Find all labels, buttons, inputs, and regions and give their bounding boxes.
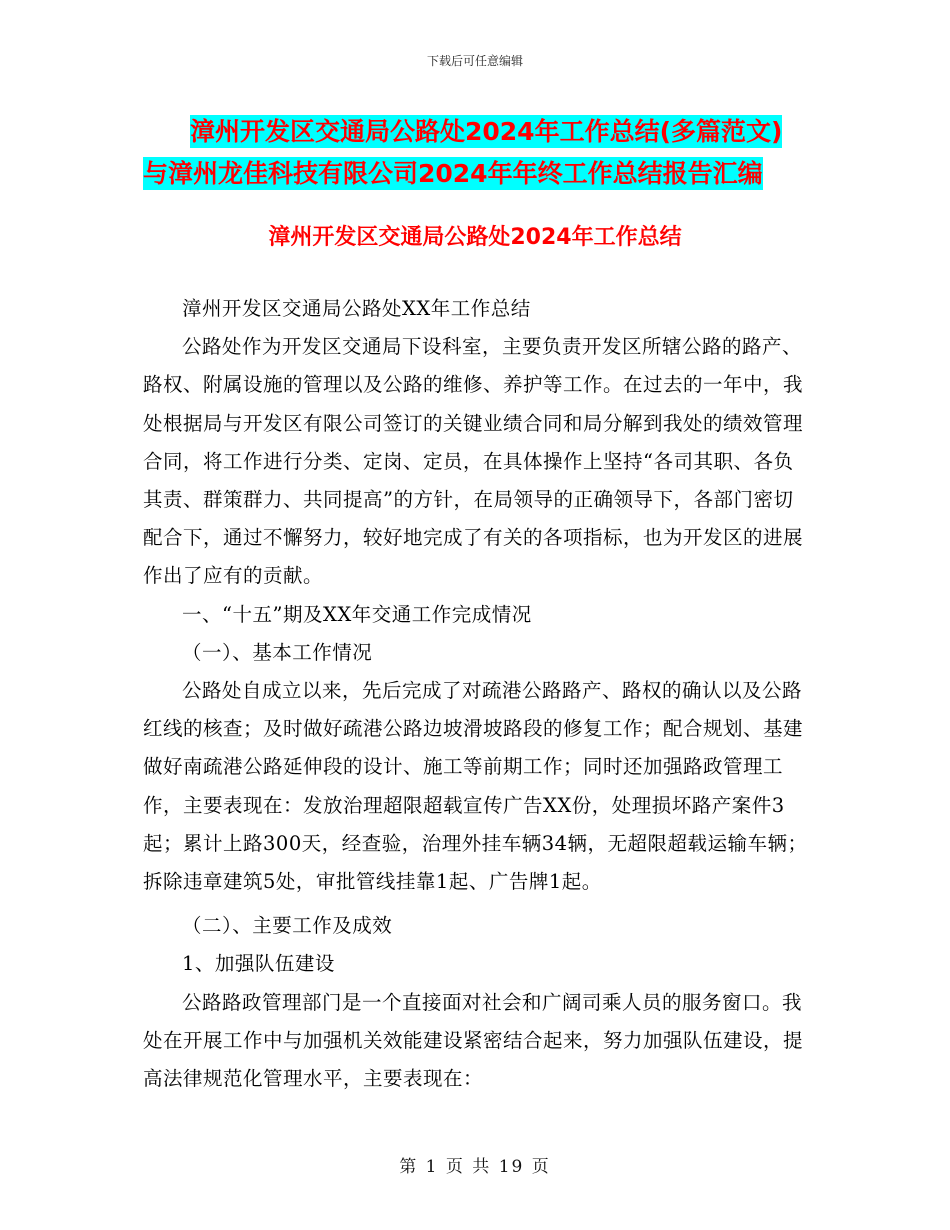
heading-item-1: 1、加强队伍建设 [182,952,335,976]
document-body [143,290,808,1098]
paragraph-basic-work: 公路处自成立以来，先后完成了对疏港公路路产、路权的确认以及公路红线的核查；及时做好疏港公路边坡滑坡路段的修复工作；配合规划、基建做好南疏港公路延伸段的设计、施工等前期工作；同时还加强路政管理工作，主要表现在：发放治理超限超载宣传广告XX份，处理损坏路产案件3起；累计上路300天，经查验，治理外挂车辆34辆，无超限超载运输车辆；拆除违章建筑5处，审批管线挂靠1起、广告牌1起。 [143,679,808,894]
main-title-line-2-text: 与漳州龙佳科技有限公司2024年年终工作总结报告汇编 [143,159,763,188]
section-title: 漳州开发区交通局公路处2024年工作总结 [268,225,682,250]
page-footer: 第 1 页 共 19 页 [399,1157,551,1177]
main-title-line-1-text: 漳州开发区交通局公路处2024年工作总结(多篇范文) [190,117,783,146]
paragraph-team-building: 公路路政管理部门是一个直接面对社会和广阔司乘人员的服务窗口。我处在开展工作中与加强机关效能建设紧密结合起来，努力加强队伍建设，提高法律规范化管理水平，主要表现在： [143,990,804,1091]
heading-section-1: 一、“十五”期及XX年交通工作完成情况 [182,602,532,626]
heading-subsection-2: （二）、主要工作及成效 [182,914,393,938]
header-note: 下载后可任意编辑 [426,54,523,68]
paragraph-subtitle: 漳州开发区交通局公路处XX年工作总结 [182,297,531,320]
main-title-line-2 [143,152,823,196]
paragraph-intro: 公路处作为开发区交通局下设科室，主要负责开发区所辖公路的路产、路权、附属设施的管理以及公路的维修、养护等工作。在过去的一年中，我处根据局与开发区有限公司签订的关键业绩合同和局分解到我处的绩效管理合同，将工作进行分类、定岗、定员，在具体操作上坚持“各司其职、各负其责、群策群力、共同提高”的方针，在局领导的正确领导下，各部门密切配合下，通过不懈努力，较好地完成了有关的各项指标，也为开发区的进展作出了应有的贡献。 [143,335,804,588]
main-title-line-1 [190,110,870,154]
heading-subsection-1: （一）、基本工作情况 [182,640,373,664]
